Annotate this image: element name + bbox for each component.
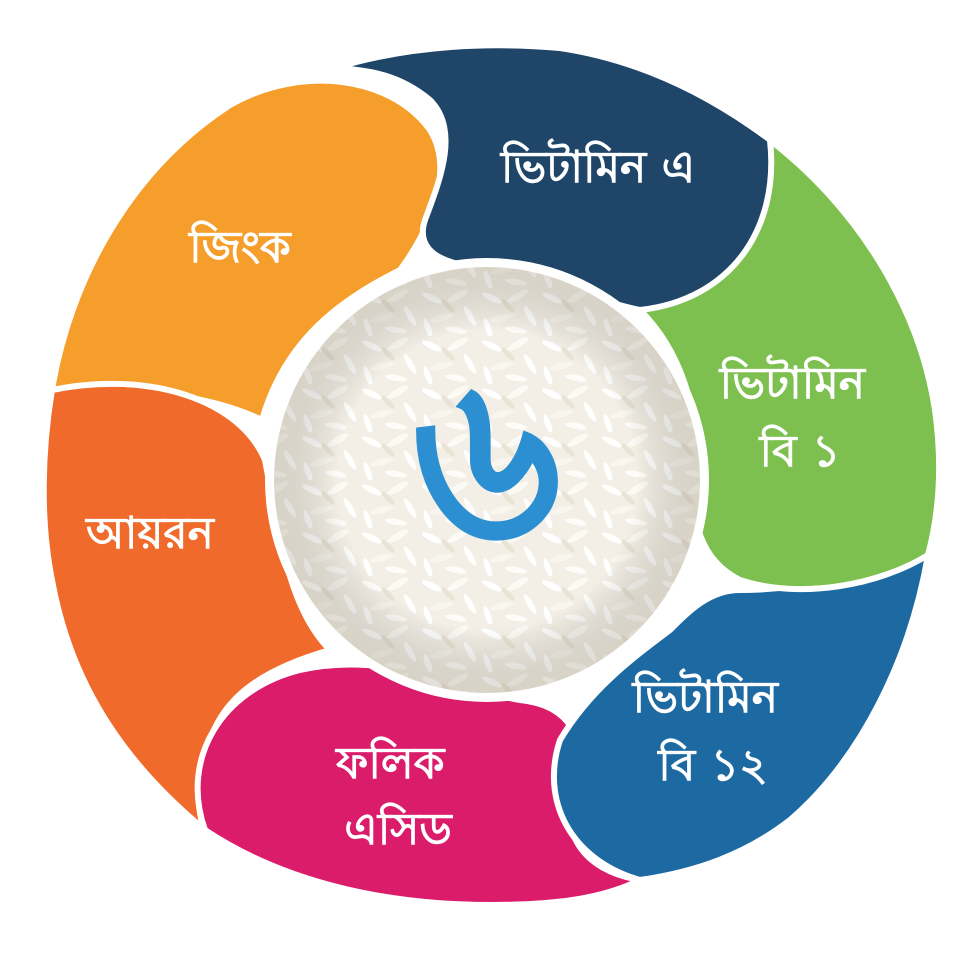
label-iron xyxy=(84,508,215,559)
label-vitamin-a xyxy=(499,138,695,193)
label-iron-line-1: আয়রন xyxy=(86,508,214,559)
label-vitamin-b12-line-1: ভিটামিন xyxy=(632,672,779,723)
label-zinc-line-1: জিংক xyxy=(189,222,291,273)
label-zinc xyxy=(187,220,293,273)
label-vitamin-b12-line-2: বি ১২ xyxy=(658,740,768,791)
label-vitamin-a-line-1: ভিটামিন এ xyxy=(500,142,696,193)
label-folic-acid-line-2: এসিড xyxy=(344,804,452,855)
label-vitamin-b1-line-1: ভিটামিন xyxy=(719,358,866,409)
center-number: ৬ xyxy=(412,326,562,594)
label-folic-acid-line-1: ফলিক xyxy=(336,738,445,789)
label-vitamin-b1-line-2: বি ১ xyxy=(759,426,841,477)
